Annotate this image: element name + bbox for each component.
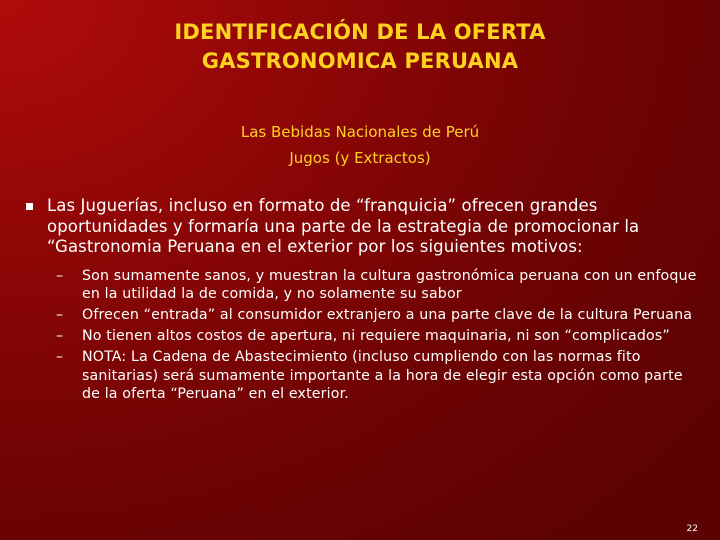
sub-bullet-item (20, 306, 700, 325)
title-line-1: IDENTIFICACIÓN DE LA OFERTA (174, 20, 546, 44)
dash-bullet-icon: – (56, 267, 64, 284)
subtitle-line-2: Jugos (y Extractos) (289, 149, 431, 167)
sub-bullet-list (20, 267, 700, 404)
dash-bullet-icon: – (56, 349, 64, 365)
slide-body (20, 196, 700, 406)
subtitle-line-1: Las Bebidas Nacionales de Perú (240, 123, 480, 141)
sub-bullet-item (20, 267, 700, 304)
title-line-2: GASTRONOMICA PERUANA (201, 49, 519, 73)
sub-bullet-item (20, 327, 700, 346)
main-bullet-text: Las Juguerías, incluso en formato de “franquicia” ofrecen grandes oportunidades y formaría una parte de la estrategia de promocionar la “Gastronomia Peruana en el exterior por los siguientes motivos: (47, 196, 640, 256)
sub-bullet-item (20, 348, 700, 404)
slide-subtitle (60, 119, 660, 171)
square-bullet-icon (26, 203, 33, 210)
sub-bullet-text: No tienen altos costos de apertura, ni requiere maquinaria, ni son “complicados” (82, 328, 670, 344)
sub-bullet-text: NOTA: La Cadena de Abastecimiento (incluso cumpliendo con las normas fito sanitarias) será sumamente importante a la hora de elegir esta opción como parte de la oferta “Peruana” en el exterior. (82, 349, 683, 402)
sub-bullet-text: Ofrecen “entrada” al consumidor extranjero a una parte clave de la cultura Peruana (82, 307, 693, 323)
slide-title (60, 18, 660, 76)
page-number: 22 (686, 524, 698, 534)
dash-bullet-icon: – (56, 328, 64, 344)
sub-bullet-text: Son sumamente sanos, y muestran la cultura gastronómica peruana con un enfoque en la utilidad la de comida, y no solamente su sabor (82, 267, 697, 302)
dash-bullet-icon: – (56, 307, 64, 323)
main-bullet (20, 196, 700, 258)
